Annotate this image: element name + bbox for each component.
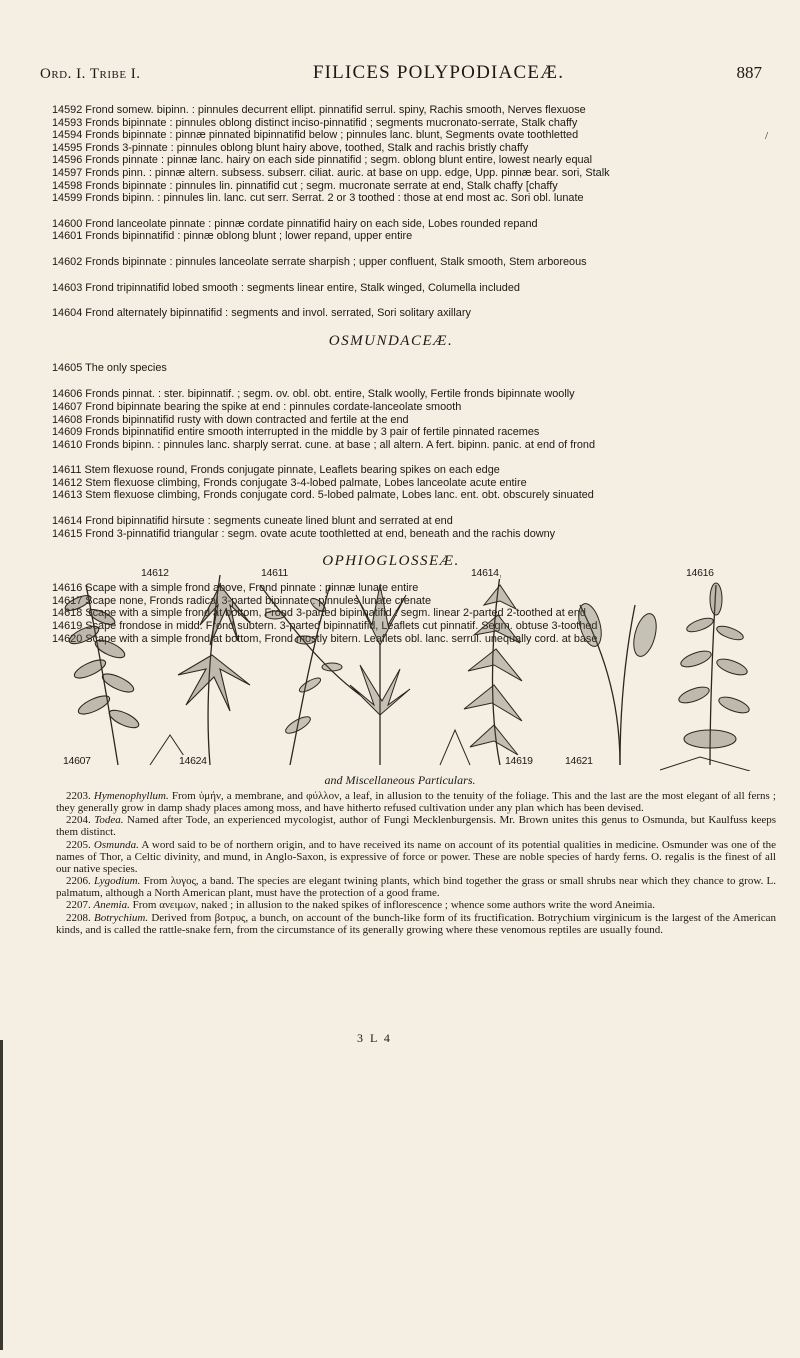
page-title: FILICES POLYPODIACEÆ. <box>312 62 565 83</box>
list-item: 14593 Fronds bipinnate : pinnules oblong distinct inciso-pinnatifid ; segments mucronato-serrate, Stalk chaffy <box>52 116 578 129</box>
figure-label: 14607 <box>63 755 91 767</box>
note-paragraph: 2204. Todea. Named after Tode, an experienced mycologist, author of Fungi Mecklenburgensis. Mr. Brown unites this genus to Osmunda, but Kaulfuss keeps them distinct. <box>56 814 777 839</box>
list-item: 14610 Fronds bipinn. : pinnules lanc. sharply serrat. cune. at base ; all altern. A fert. bipinn. panic. at end of frond <box>52 438 596 451</box>
list-item: 14619 Scape frondose in midd. Frond subtern. 3-parted bipinnatifid, Leaflets cut pinnatif. Segm. obtuse 3-toothed <box>52 620 598 633</box>
list-item: 14594 Fronds bipinnate : pinnæ pinnated bipinnatifid below ; pinnules lanc. blunt, Segments ovate toothletted <box>52 129 579 142</box>
list-item: 14617 Scape none, Fronds radical 3-parted bipinnate : pinnules lunate crenate <box>52 594 432 607</box>
list-item: 14609 Fronds bipinnatifid entire smooth interrupted in the middle by 3 pair of fertile pinnated racemes <box>52 426 540 439</box>
order-tribe: Ord. I. Tribe I. <box>40 66 141 82</box>
list-item: 14595 Fronds 3-pinnate : pinnules oblong blunt hairy above, toothed, Stalk and rachis bristly chaffy <box>52 141 529 154</box>
fern-engraving <box>60 565 772 771</box>
list-item: 14606 Fronds pinnat. : ster. bipinnatif. ; segm. ov. obl. obt. entire, Stalk woolly, Fertile fronds bipinnate woolly <box>52 388 575 401</box>
list-item: 14614 Frond bipinnatifid hirsute : segments cuneate lined blunt and serrated at end <box>52 515 453 528</box>
figure-label: 14612 <box>141 567 169 579</box>
list-item: 14597 Fronds pinn. : pinnæ altern. subsess. subserr. ciliat. auric. at base on upp. edge, Upp. pinnæ bear. sori, Stalk <box>52 166 610 179</box>
list-item: 14620 Scape with a simple frond at bottom, Frond mostly bitern. Leaflets obl. lanc. serrul. unequally cord. at base <box>52 632 598 645</box>
list-item: 14601 Fronds bipinnatifid : pinnæ oblong blunt ; lower repand, upper entire <box>52 230 413 243</box>
fern-stalk-14621 <box>620 605 635 765</box>
note-paragraph: 2207. Anemia. From ανειμων, naked ; in allusion to the naked spikes of inflorescence ; whence some authors write the word Aneimia. <box>66 899 656 912</box>
section-heading: OPHIOGLOSSEÆ. <box>322 553 460 570</box>
list-item: 14598 Fronds bipinnate : pinnules lin. pinnatifid cut ; segm. mucronate serrate at end, Stalk chaffy [chaffy <box>52 179 558 192</box>
section-heading: OSMUNDACEÆ. <box>328 332 454 349</box>
figure-label: 14614 <box>471 567 499 579</box>
figure-label: 14624 <box>179 755 207 767</box>
list-item: 14592 Frond somew. bipinn. : pinnules decurrent ellipt. pinnatifid serrul. spiny, Rachis smooth, Nerves flexuose <box>52 104 586 116</box>
list-item: 14605 The only species <box>52 361 167 374</box>
fern-stalk-14611 <box>290 585 330 765</box>
list-item: 14608 Fronds bipinnatifid rusty with down contracted and fertile at the end <box>52 413 409 426</box>
signature-mark: 3 L 4 <box>357 1031 392 1045</box>
list-item: 14603 Frond tripinnatifid lobed smooth : segments linear entire, Stalk winged, Columella included <box>52 281 520 294</box>
notes-text <box>56 790 776 936</box>
figure-label: 14619 <box>505 755 533 767</box>
figure-label: 14616 <box>686 567 714 579</box>
fern-illustrations <box>60 565 772 771</box>
subsection-heading: and Miscellaneous Particulars. <box>324 773 476 787</box>
list-item: 14616 Scape with a simple frond above, Frond pinnate : pinnæ lunate entire <box>52 582 419 595</box>
list-item: 14618 Scape with a simple frond at bottom, Frond 3-parted bipinnatifid : segm. linear 2-parted 2-toothed at end <box>52 607 586 620</box>
margin-mark: / <box>765 130 769 142</box>
list-item: 14602 Fronds bipinnate : pinnules lanceolate serrate sharpish ; upper confluent, Stalk smooth, Stem arboreous <box>52 255 587 268</box>
list-item: 14607 Frond bipinnate bearing the spike at end : pinnules cordate-lanceolate smooth <box>52 400 462 413</box>
list-item: 14600 Frond lanceolate pinnate : pinnæ cordate pinnatifid hairy on each side, Lobes rounded repand <box>52 217 538 230</box>
page-number: 887 <box>736 63 762 82</box>
note-paragraph: 2205. Osmunda. A word said to be of northern origin, and to have received its name on account of its potential qualities in medicine. Osmunder was one of the names of Thor, a Celtic divinity, and mund, in Anglo-Saxon, is expressive of force or power. These are noble species of hardy ferns. O. regalis is the finest of all our native species. <box>56 838 777 875</box>
note-paragraph: 2208. Botrychium. Derived from βοτρυς, a bunch, on account of the bunch-like form of its fructification. Botrychium virginicum is the largest of the American kinds, and is called the rattle-snake fern, from the circumstance of its generally growing where these venomous reptiles are usually found. <box>56 911 777 936</box>
list-item: 14613 Stem flexuose climbing, Fronds conjugate cord. 5-lobed palmate, Lobes lanc. ent. obt. obscurely sinuated <box>52 489 594 502</box>
note-paragraph: 2203. Hymenophyllum. From ὑμήν, a membrane, and φύλλον, a leaf, in allusion to the tenuity of the foliage. This and the last are the most elegant of all ferns ; they generally grow in damp shady places among moss, and have hitherto refused cultivation under any plan which has been devised. <box>56 790 776 815</box>
note-paragraph: 2206. Lygodium. From λυγος, a band. The species are elegant twining plants, which bind together the grass or small shrubs near which they chance to grow. L. palmatum, although a North American plant, must have the protection of a good frame. <box>56 875 776 900</box>
list-item: 14612 Stem flexuose climbing, Fronds conjugate 3-4-lobed palmate, Lobes lanceolate acute entire <box>52 476 527 489</box>
list-item: 14604 Frond alternately bipinnatifid : segments and invol. serrated, Sori solitary axillary <box>52 307 471 320</box>
running-header <box>40 62 762 92</box>
list-item: 14596 Fronds pinnate : pinnæ lanc. hairy on each side pinnatifid ; segm. oblong blunt entire, lowest nearly equal <box>52 154 593 167</box>
list-item: 14599 Fronds bipinn. : pinnules lin. lanc. cut serr. Serrat. 2 or 3 toothed : those at end most ac. Sori obl. lunate <box>52 192 584 205</box>
figure-label: 14611 <box>261 567 288 579</box>
binding-edge <box>0 1040 3 1350</box>
list-item: 14611 Stem flexuose round, Fronds conjugate pinnate, Leaflets bearing spikes on each edge <box>52 464 500 477</box>
list-item: 14615 Frond 3-pinnatifid triangular : segm. ovate acute toothletted at end, beneath and the rachis downy <box>52 527 556 540</box>
figure-label: 14621 <box>565 755 593 767</box>
